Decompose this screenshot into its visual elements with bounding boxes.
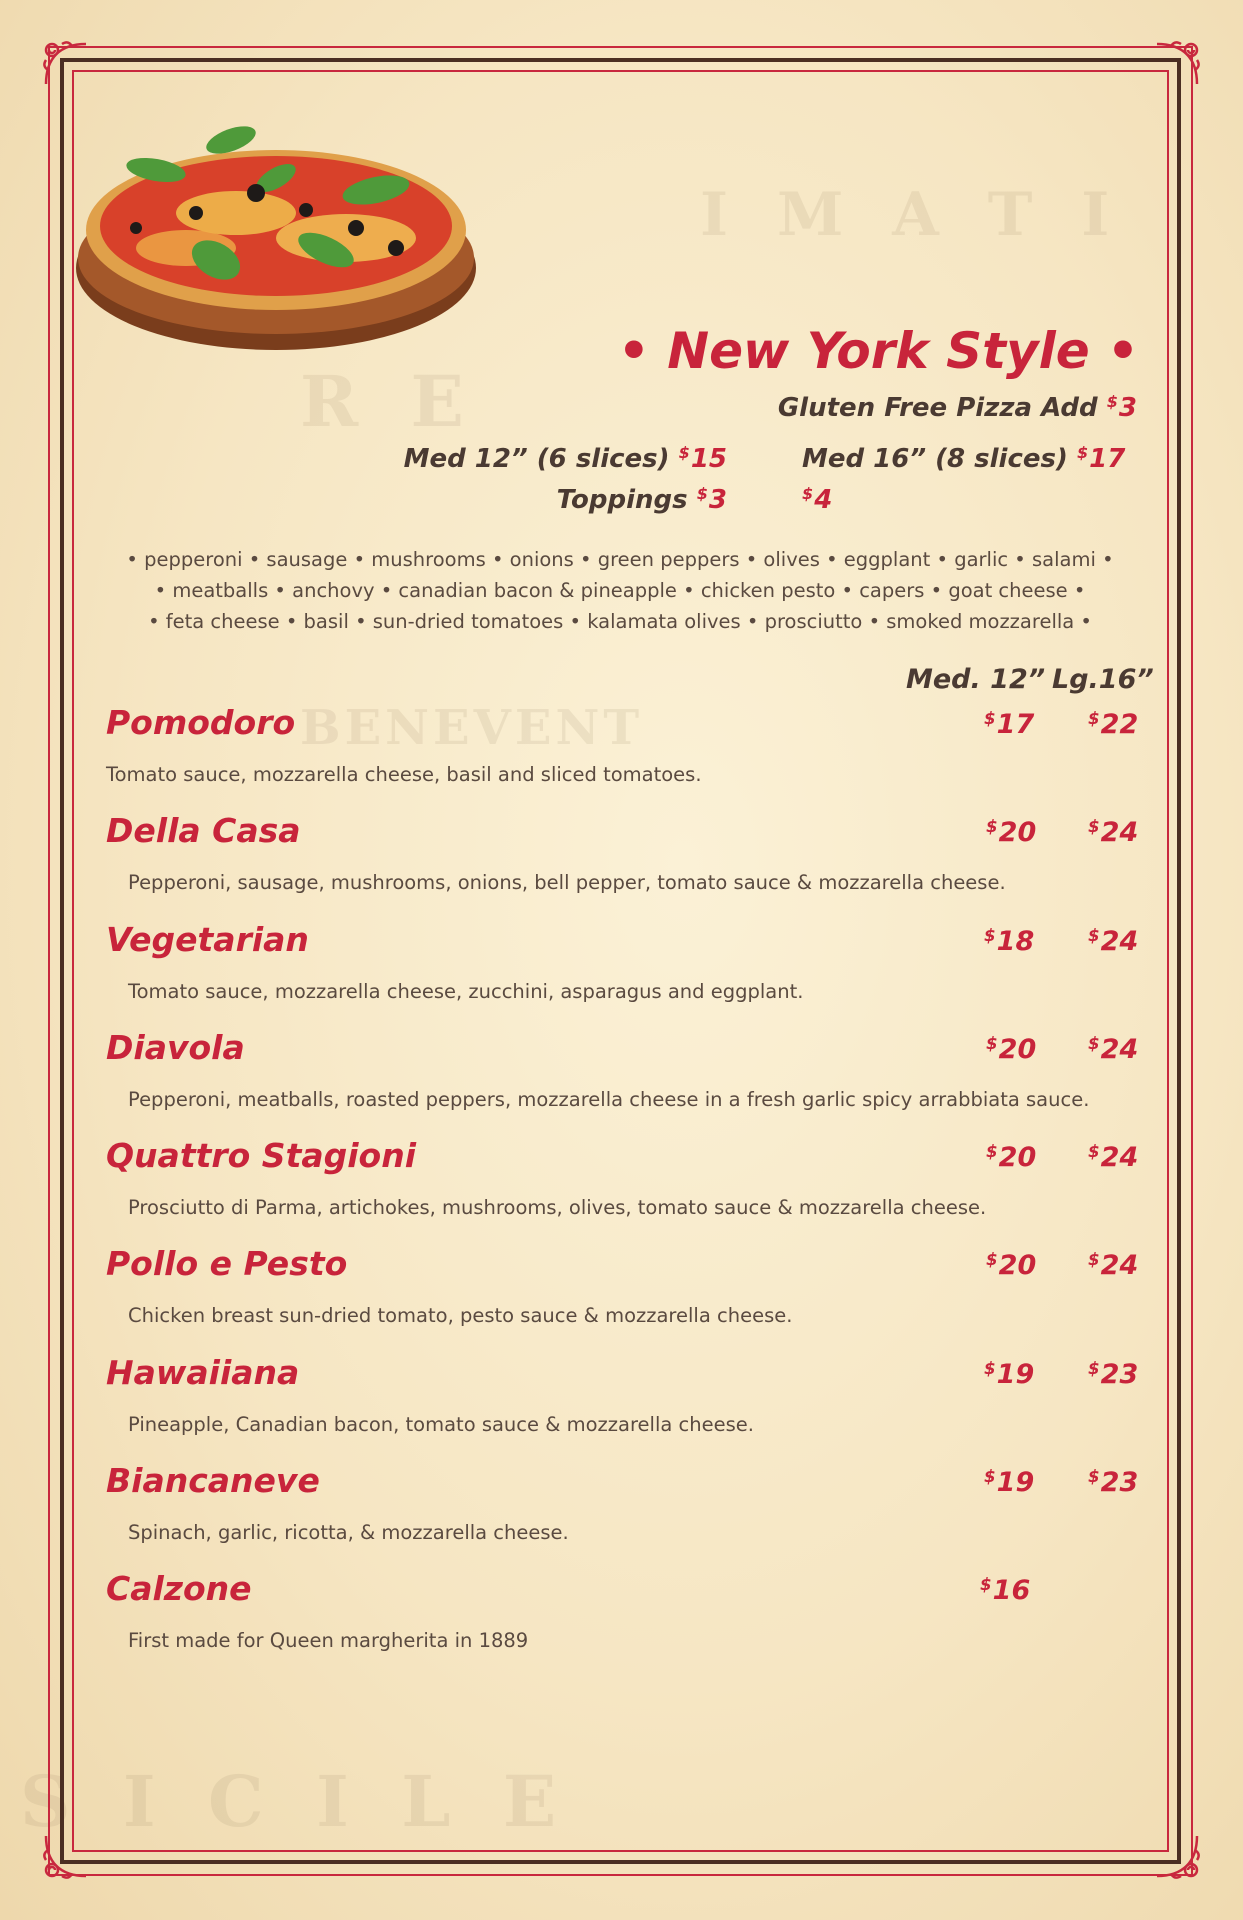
item-price-med (986, 1033, 1036, 1065)
scroll-ornament-icon (1151, 38, 1203, 90)
item-description: Spinach, garlic, ricotta, & mozzarella cheese. (128, 1521, 569, 1544)
size-price: 15 (690, 443, 727, 474)
toppings-label: Toppings (556, 484, 688, 515)
item-price-lg (1088, 1358, 1138, 1390)
size-med16 (802, 443, 1125, 474)
item-name: Biancaneve (106, 1461, 320, 1500)
currency-symbol: $ (980, 1574, 992, 1594)
toppings-line: • pepperoni • sausage • mushrooms • onions • green peppers • olives • eggplant • garlic • salami • (126, 548, 1114, 571)
map-background-text: I M A T I (700, 180, 1124, 250)
currency-symbol: $ (1088, 1466, 1100, 1486)
size-med12 (404, 443, 727, 474)
price-value: 20 (998, 817, 1037, 849)
gluten-free-label: Gluten Free Pizza Add (777, 392, 1098, 423)
currency-symbol: $ (1088, 708, 1100, 728)
price-value: 20 (998, 1034, 1037, 1066)
item-price-med (986, 816, 1036, 848)
toppings-price: 4 (814, 484, 833, 515)
item-name: Pomodoro (106, 703, 296, 742)
item-price-med (986, 1249, 1036, 1281)
currency-symbol: $ (802, 484, 814, 503)
item-name: Quattro Stagioni (106, 1136, 417, 1175)
currency-symbol: $ (696, 484, 708, 503)
map-background-text: R E (300, 360, 478, 443)
item-price-lg (1088, 1033, 1138, 1065)
item-name: Diavola (106, 1028, 245, 1067)
map-background-text: BENEVENT (300, 700, 644, 756)
item-name: Vegetarian (106, 920, 309, 959)
price-value: 22 (1100, 709, 1139, 741)
scroll-ornament-icon (1151, 1830, 1203, 1882)
price-value: 20 (998, 1142, 1037, 1174)
toppings-line: • feta cheese • basil • sun-dried tomatoes • kalamata olives • prosciutto • smoked mozzarella • (148, 610, 1092, 633)
price-value: 18 (996, 926, 1035, 958)
toppings-line: • meatballs • anchovy • canadian bacon & pineapple • chicken pesto • capers • goat cheese • (154, 579, 1086, 602)
currency-symbol: $ (1088, 1033, 1100, 1053)
size-label: Med 16” (8 slices) (802, 443, 1068, 474)
item-description: Pineapple, Canadian bacon, tomato sauce & mozzarella cheese. (128, 1413, 754, 1436)
price-value: 19 (996, 1467, 1035, 1499)
price-value: 19 (996, 1359, 1035, 1391)
item-price-med (984, 1358, 1034, 1390)
price-value: 24 (1100, 1034, 1139, 1066)
price-value: 24 (1100, 1142, 1139, 1174)
item-price-med (984, 1466, 1034, 1498)
currency-symbol: $ (1088, 1249, 1100, 1269)
item-description: Tomato sauce, mozzarella cheese, basil and sliced tomatoes. (106, 763, 702, 786)
item-price-lg (1088, 708, 1138, 740)
item-name: Pollo e Pesto (106, 1244, 348, 1283)
currency-symbol: $ (678, 443, 690, 462)
price-value: 24 (1100, 1250, 1139, 1282)
item-price-lg (1088, 1466, 1138, 1498)
currency-symbol: $ (986, 816, 998, 836)
currency-symbol: $ (986, 1249, 998, 1269)
currency-symbol: $ (984, 708, 996, 728)
column-header-med: Med. 12” (906, 664, 1046, 695)
item-description: Prosciutto di Parma, artichokes, mushrooms, olives, tomato sauce & mozzarella cheese. (128, 1196, 987, 1219)
currency-symbol: $ (984, 925, 996, 945)
item-price-med (986, 1141, 1036, 1173)
pizza-on-board-image (76, 118, 486, 368)
currency-symbol: $ (1088, 816, 1100, 836)
price-value: 24 (1100, 926, 1139, 958)
item-price-lg (1088, 816, 1138, 848)
item-description: Tomato sauce, mozzarella cheese, zucchini, asparagus and eggplant. (128, 980, 804, 1003)
currency-symbol: $ (986, 1033, 998, 1053)
map-background-text: S I C I L E (20, 1760, 571, 1843)
size-label: Med 12” (6 slices) (403, 443, 670, 474)
toppings-med12 (557, 484, 727, 515)
toppings-price: 3 (708, 484, 727, 515)
currency-symbol: $ (1088, 925, 1100, 945)
item-price-med (980, 1574, 1030, 1606)
item-name: Calzone (106, 1569, 252, 1608)
item-price-med (984, 925, 1034, 957)
scroll-ornament-icon (40, 1830, 92, 1882)
item-name: Hawaiiana (106, 1353, 300, 1392)
toppings-list (90, 544, 1150, 637)
price-value: 24 (1100, 817, 1139, 849)
column-header-lg: Lg.16” (1052, 664, 1154, 695)
gluten-free-price: 3 (1118, 392, 1137, 423)
item-price-lg (1088, 1141, 1138, 1173)
currency-symbol: $ (986, 1141, 998, 1161)
currency-symbol: $ (1106, 392, 1118, 411)
item-description: First made for Queen margherita in 1889 (128, 1629, 529, 1652)
size-price: 17 (1089, 443, 1126, 474)
currency-symbol: $ (1088, 1358, 1100, 1378)
toppings-med16 (802, 484, 832, 515)
gluten-free-note (778, 392, 1137, 423)
item-price-lg (1088, 925, 1138, 957)
menu-title: • New York Style • (617, 322, 1139, 380)
item-description: Pepperoni, meatballs, roasted peppers, mozzarella cheese in a fresh garlic spicy arrabbiata sauce. (128, 1088, 1090, 1111)
currency-symbol: $ (984, 1358, 996, 1378)
item-price-med (984, 708, 1034, 740)
item-price-lg (1088, 1249, 1138, 1281)
scroll-ornament-icon (40, 38, 92, 90)
currency-symbol: $ (984, 1466, 996, 1486)
price-value: 23 (1100, 1359, 1139, 1391)
currency-symbol: $ (1076, 443, 1089, 462)
price-value: 17 (996, 709, 1035, 741)
price-value: 23 (1100, 1467, 1139, 1499)
item-description: Chicken breast sun-dried tomato, pesto sauce & mozzarella cheese. (128, 1304, 793, 1327)
price-value: 20 (998, 1250, 1037, 1282)
item-name: Della Casa (106, 811, 301, 850)
price-value: 16 (992, 1575, 1031, 1607)
item-description: Pepperoni, sausage, mushrooms, onions, bell pepper, tomato sauce & mozzarella cheese. (128, 871, 1006, 894)
currency-symbol: $ (1088, 1141, 1100, 1161)
